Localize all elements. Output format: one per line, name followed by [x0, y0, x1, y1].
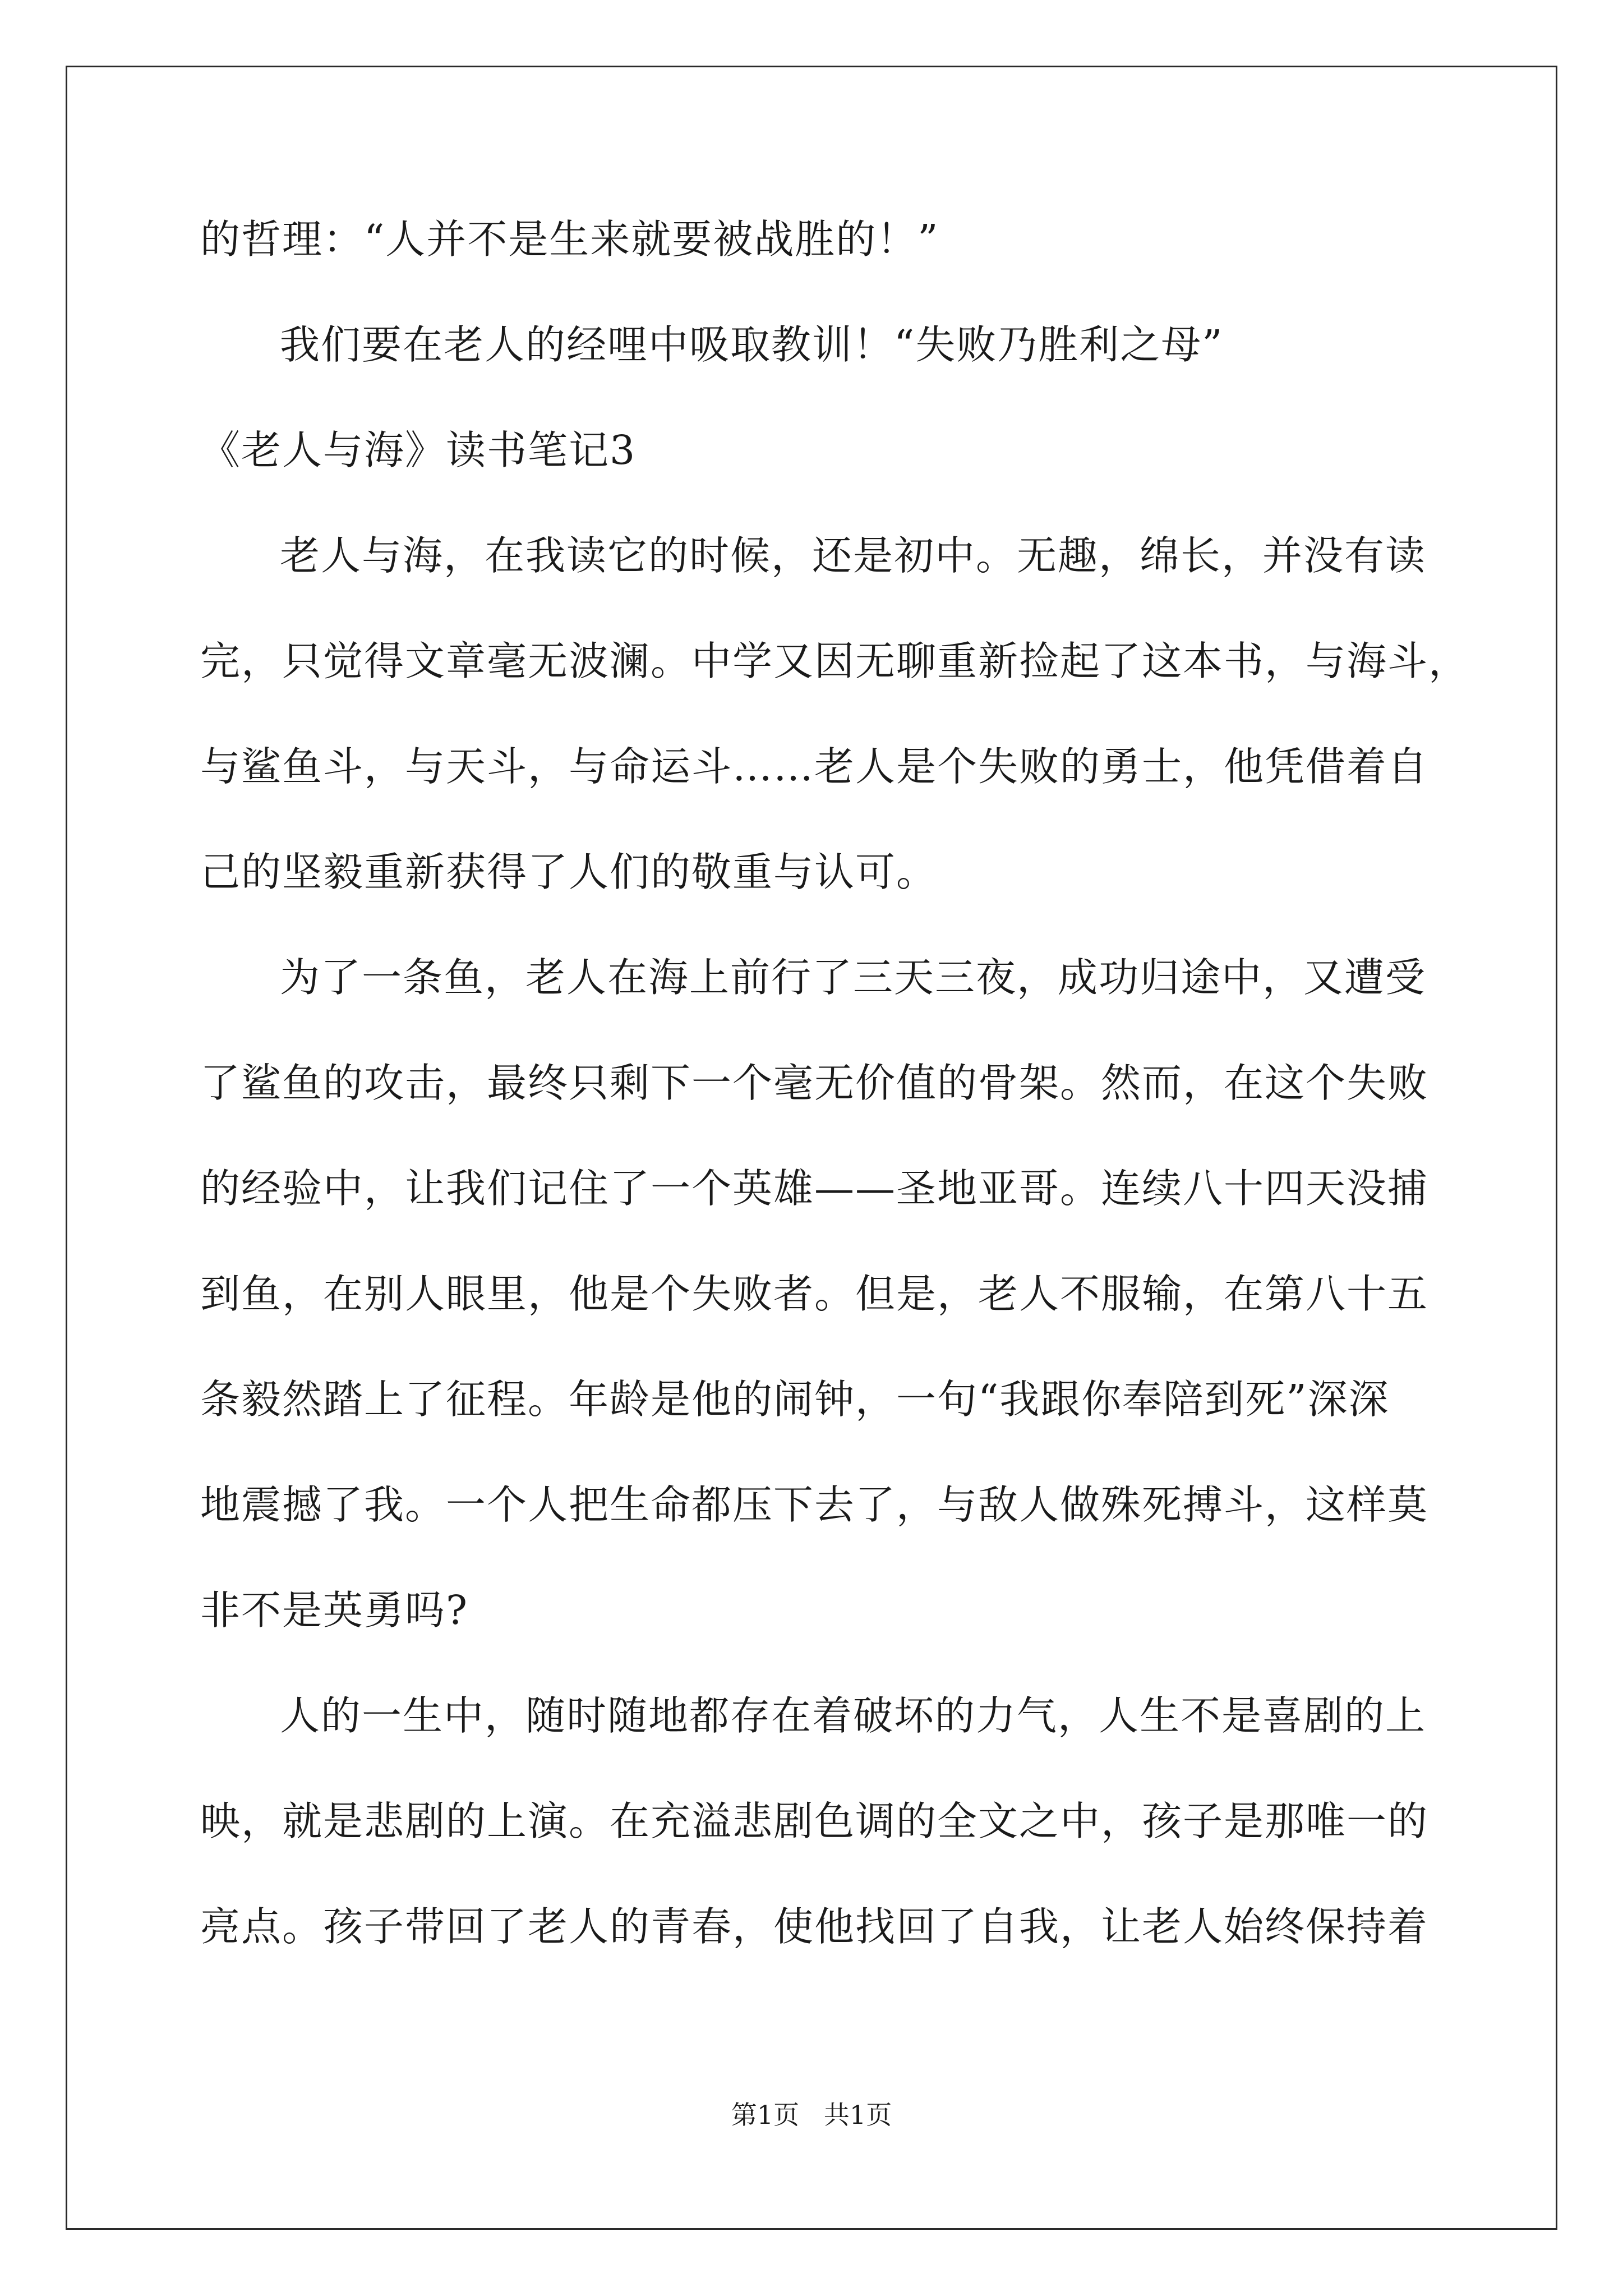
- text-line-8: 为了一条鱼，老人在海上前行了三天三夜，成功归途中，又遭受: [280, 954, 1427, 1001]
- text-line-11: 到鱼，在别人眼里，他是个失败者。但是，老人不服输，在第八十五: [200, 1271, 1429, 1317]
- text-line-4: 老人与海，在我读它的时候，还是初中。无趣，绵长，并没有读: [280, 532, 1427, 579]
- text-line-12: 条毅然踏上了征程。年龄是他的闹钟，一句“我跟你奉陪到死”深深: [200, 1376, 1390, 1423]
- text-line-6: 与鲨鱼斗，与天斗，与命运斗……老人是个失败的勇士，他凭借着自: [200, 743, 1429, 790]
- page-footer: 第1页 共1页: [731, 2100, 892, 2130]
- text-line-13: 地震撼了我。一个人把生命都压下去了，与敌人做殊死搏斗，这样莫: [200, 1481, 1429, 1528]
- text-line-15: 人的一生中，随时随地都存在着破坏的力气，人生不是喜剧的上: [280, 1692, 1427, 1739]
- text-line-1: 的哲理：“人并不是生来就要被战胜的！”: [200, 216, 939, 263]
- text-line-14: 非不是英勇吗?: [200, 1587, 469, 1634]
- text-line-16: 映，就是悲剧的上演。在充溢悲剧色调的全文之中，孩子是那唯一的: [200, 1798, 1429, 1844]
- text-line-17: 亮点。孩子带回了老人的青春，使他找回了自我，让老人始终保持着: [200, 1903, 1429, 1950]
- text-line-5: 完，只觉得文章毫无波澜。中学又因无聊重新捡起了这本书，与海斗，: [200, 638, 1470, 684]
- document-body: [200, 213, 1470, 2006]
- text-line-2: 我们要在老人的经哩中吸取教训！“失败乃胜利之母”: [280, 321, 1224, 368]
- text-line-10: 的经验中，让我们记住了一个英雄——圣地亚哥。连续八十四天没捕: [200, 1165, 1429, 1212]
- text-line-7: 己的坚毅重新获得了人们的敬重与认可。: [200, 849, 938, 895]
- section-heading: 《老人与海》读书笔记3: [200, 427, 637, 473]
- text-line-9: 了鲨鱼的攻击，最终只剩下一个毫无价值的骨架。然而，在这个失败: [200, 1060, 1429, 1106]
